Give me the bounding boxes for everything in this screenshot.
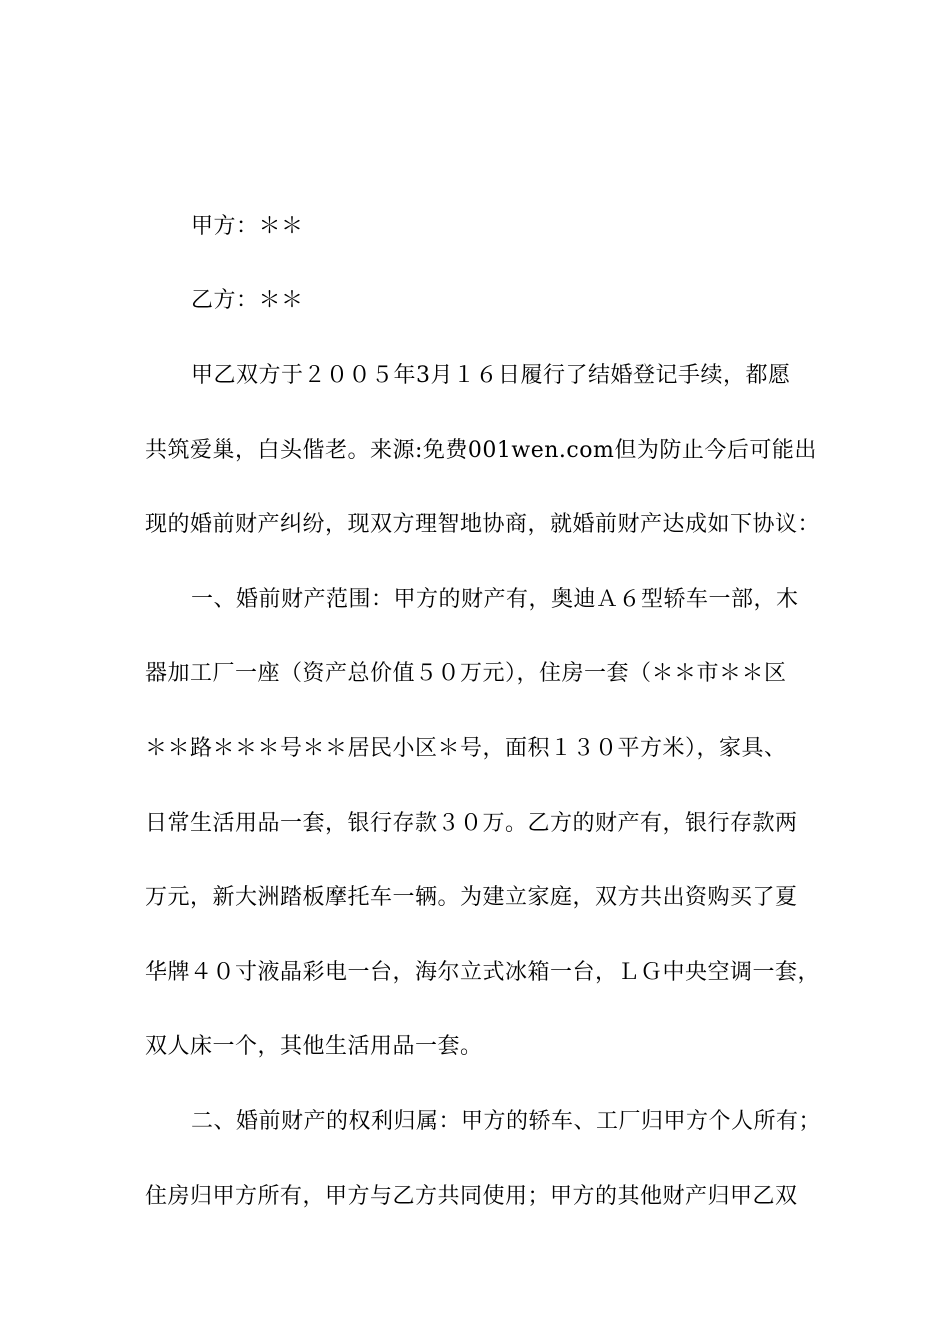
paragraph-line: 共筑爱巢，白头偕老。来源:免费001wen.com但为防止今后可能出 (145, 438, 817, 463)
paragraph-line: 万元，新大洲踏板摩托车一辆。为建立家庭，双方共出资购买了夏 (145, 885, 798, 910)
paragraph-line: 住房归甲方所有，甲方与乙方共同使用；甲方的其他财产归甲乙双 (145, 1184, 798, 1209)
paragraph-line: 双人床一个，其他生活用品一套。 (145, 1034, 483, 1059)
paragraph-line: 现的婚前财产纠纷，现双方理智地协商，就婚前财产达成如下协议： (145, 512, 821, 537)
paragraph-line: 华牌４０寸液晶彩电一台，海尔立式冰箱一台，ＬＧ中央空调一套， (145, 960, 821, 985)
paragraph-line: 日常生活用品一套，银行存款３０万。乙方的财产有，银行存款两 (145, 811, 798, 836)
party-b-line: 乙方：＊＊ (191, 288, 304, 313)
paragraph-line: 一、婚前财产范围：甲方的财产有，奥迪Ａ６型轿车一部，木 (191, 587, 799, 612)
paragraph-line: 二、婚前财产的权利归属：甲方的轿车、工厂归甲方个人所有； (191, 1109, 822, 1134)
paragraph-line: 器加工厂一座（资产总价值５０万元），住房一套（＊＊市＊＊区 (145, 661, 787, 686)
paragraph-line: ＊＊路＊＊＊号＊＊居民小区＊号，面积１３０平方米），家具、 (145, 736, 787, 761)
paragraph-line: 甲乙双方于２００５年3月１６日履行了结婚登记手续，都愿 (191, 363, 791, 388)
party-a-line: 甲方：＊＊ (191, 214, 304, 239)
